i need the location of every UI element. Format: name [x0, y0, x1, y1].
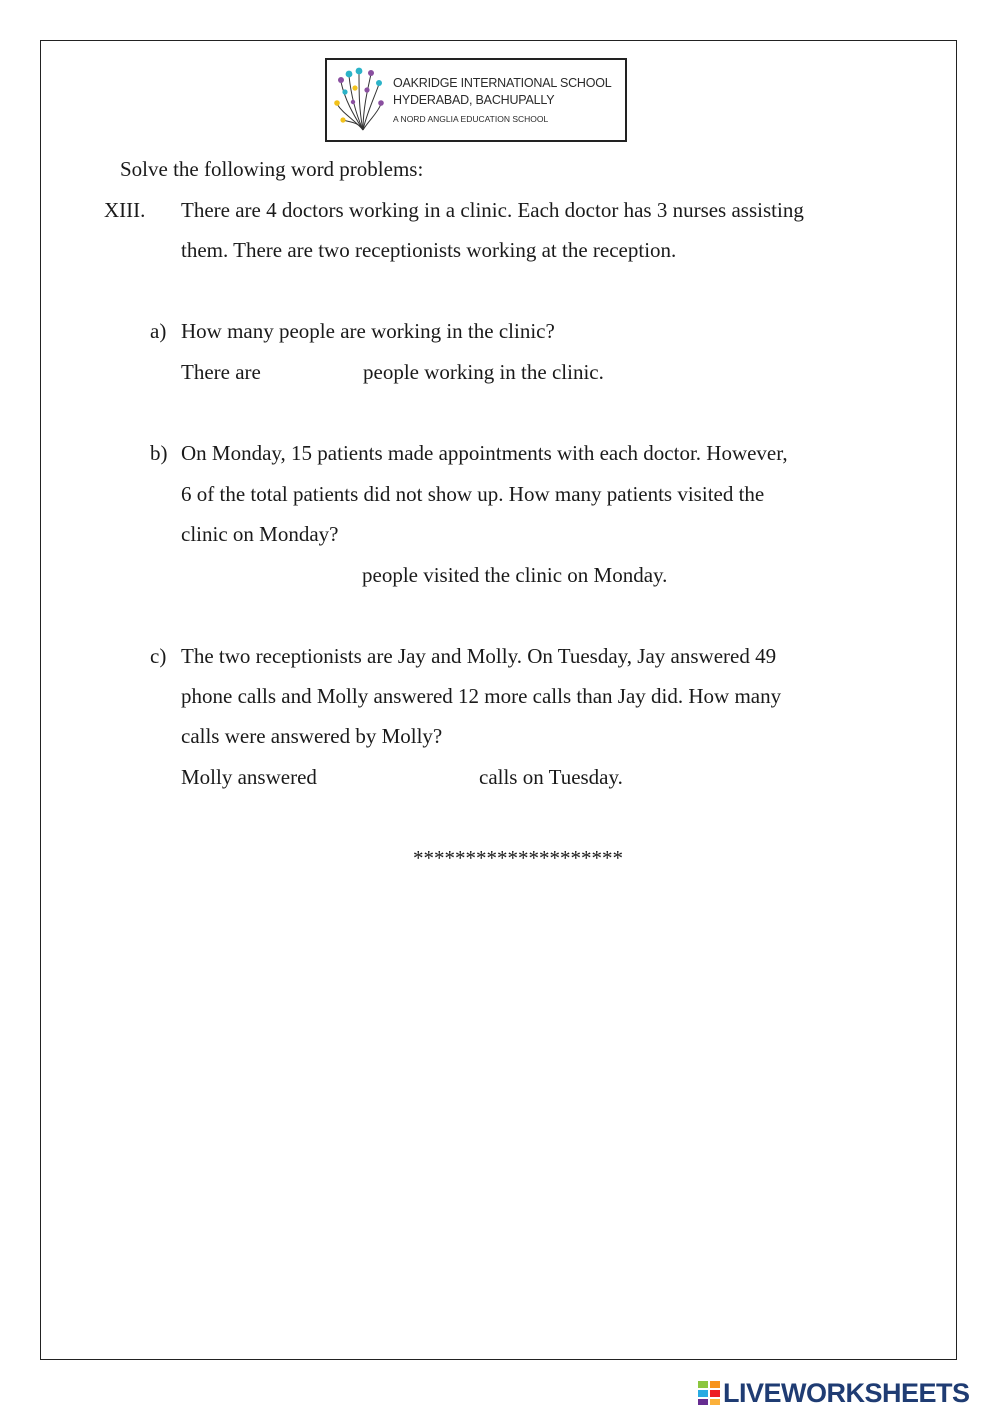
school-logo-icon [333, 64, 385, 136]
answer-a-blank[interactable] [276, 362, 358, 384]
answer-c-blank[interactable] [338, 767, 474, 789]
answer-b-blank[interactable] [181, 565, 356, 587]
answer-a-prefix: There are [181, 360, 261, 384]
school-logo-box [325, 58, 627, 142]
answer-c-prefix: Molly answered [181, 765, 317, 789]
question-b-line1: On Monday, 15 patients made appointments with each doctor. However, [181, 441, 788, 465]
question-b-label: b) [150, 441, 168, 465]
problem-text-line1: There are 4 doctors working in a clinic. Each doctor has 3 nurses assisting [181, 198, 804, 222]
instructions: Solve the following word problems: [120, 157, 424, 181]
question-c-line1: The two receptionists are Jay and Molly. On Tuesday, Jay answered 49 [181, 644, 777, 668]
liveworksheets-icon [697, 1380, 721, 1406]
question-c-line2: phone calls and Molly answered 12 more calls than Jay did. How many [181, 684, 782, 708]
answer-a-suffix: people working in the clinic. [363, 360, 604, 384]
problem-text-line2: them. There are two receptionists working at the reception. [181, 238, 677, 262]
answer-b-suffix: people visited the clinic on Monday. [362, 563, 668, 587]
question-b-line2: 6 of the total patients did not show up. How many patients visited the [181, 482, 765, 506]
question-a-text: How many people are working in the clinic? [181, 319, 555, 343]
liveworksheets-brand: LIVEWORKSHEETS [723, 1377, 970, 1408]
answer-c-suffix: calls on Tuesday. [479, 765, 623, 789]
question-c-line3: calls were answered by Molly? [181, 724, 443, 748]
school-location: HYDERABAD, BACHUPALLY [393, 93, 555, 107]
problem-number: XIII. [104, 198, 146, 222]
school-affiliation: A NORD ANGLIA EDUCATION SCHOOL [393, 114, 549, 124]
question-c-label: c) [150, 644, 167, 668]
school-name: OAKRIDGE INTERNATIONAL SCHOOL [393, 76, 612, 90]
end-marker: ******************** [413, 846, 623, 870]
question-b-line3: clinic on Monday? [181, 522, 339, 546]
question-a-label: a) [150, 319, 167, 343]
liveworksheets-logo [697, 1378, 970, 1408]
